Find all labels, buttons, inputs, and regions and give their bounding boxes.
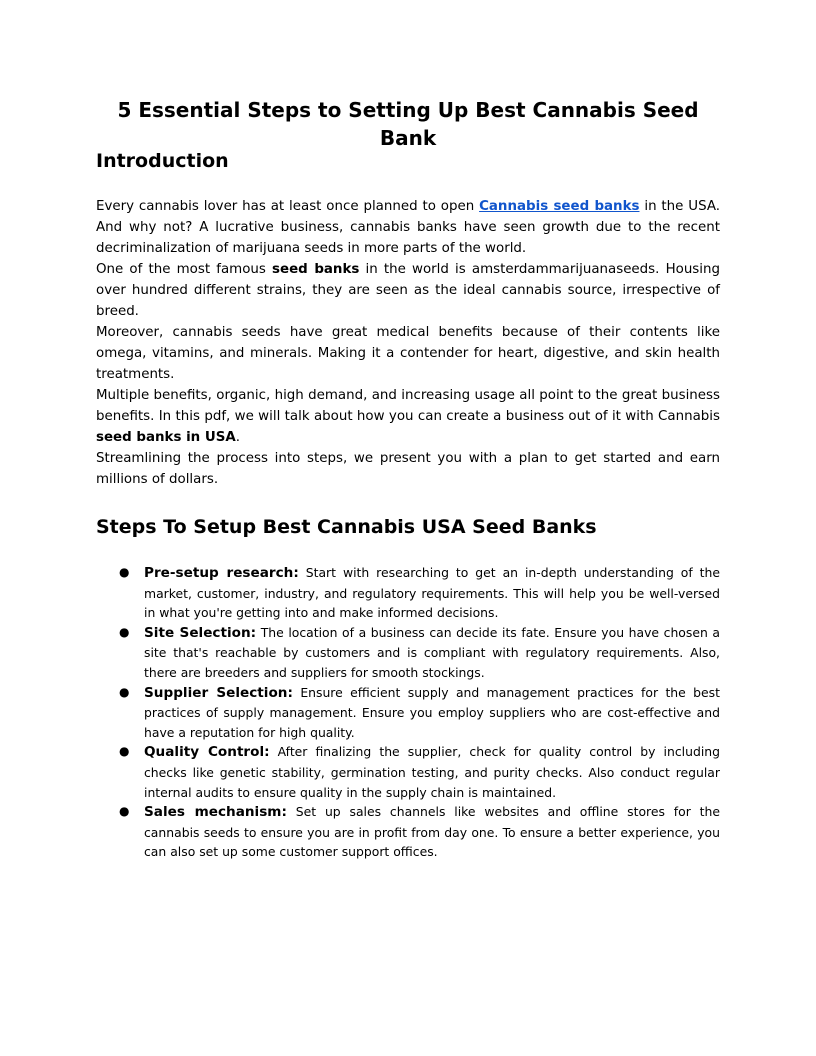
step-title: Sales mechanism: xyxy=(144,804,287,821)
steps-heading: Steps To Setup Best Cannabis USA Seed Banks xyxy=(96,516,597,538)
intro-p2-bold-term: seed banks xyxy=(272,262,360,277)
bullet-icon: ● xyxy=(119,624,130,639)
bullet-icon: ● xyxy=(119,744,130,759)
introduction-heading: Introduction xyxy=(96,150,229,172)
intro-p4-text-start: Multiple benefits, organic, high demand, and increasing usage all point to the great business benefits. In this pdf, we will talk about how you can create a business out of it with Cannabis xyxy=(96,388,720,424)
document-title: 5 Essential Steps to Setting Up Best Cannabis Seed Bank xyxy=(117,98,699,150)
step-title: Quality Control: xyxy=(144,744,270,761)
intro-p1-text-start: Every cannabis lover has at least once planned to open xyxy=(96,199,480,214)
list-item xyxy=(96,742,720,802)
list-item xyxy=(96,802,720,862)
step-text: After finalizing the supplier, check for quality control by including checks like genetic stability, germination testing, and purity checks. Also conduct regular internal audits to ensure quality in the supply chain is maintained. xyxy=(144,744,720,800)
list-item xyxy=(96,623,720,683)
cannabis-seed-banks-link[interactable]: Cannabis seed banks xyxy=(479,199,640,214)
intro-paragraph-3: Moreover, cannabis seeds have great medical benefits because of their contents like omega, vitamins, and minerals. Making it a contender for heart, digestive, and skin health treatments. xyxy=(96,325,720,382)
bullet-icon: ● xyxy=(119,565,130,579)
steps-list xyxy=(96,563,720,862)
intro-p4-text-end: . xyxy=(235,430,241,445)
intro-p4-bold-term: seed banks in USA xyxy=(96,430,236,445)
step-text: Ensure efficient supply and management practices for the best practices of supply management. Ensure you employ suppliers who are cost-effective and have a reputation for high quality. xyxy=(144,684,720,740)
step-title: Site Selection: xyxy=(144,624,257,641)
intro-paragraph-1 xyxy=(96,196,720,259)
bullet-icon: ● xyxy=(119,804,130,819)
step-title: Pre-setup research: xyxy=(144,565,299,581)
step-text: Start with researching to get an in-depth understanding of the market, customer, industry, and regulatory requirements. This will help you be well-versed in what you're getting into and make informed decisions. xyxy=(144,565,721,621)
step-text: Set up sales channels like websites and offline stores for the cannabis seeds to ensure you are in profit from day one. To ensure a better experience, you can also set up some customer support offices. xyxy=(144,804,720,860)
intro-paragraph-5: Streamlining the process into steps, we present you with a plan to get started and earn millions of dollars. xyxy=(96,451,720,487)
intro-p2-text-end: in the world is amsterdammarijuanaseeds. Housing over hundred different strains, they are seen as the ideal cannabis source, irrespective of breed. xyxy=(96,262,720,319)
intro-p2-text-start: One of the most famous xyxy=(96,262,273,277)
list-item xyxy=(96,683,720,743)
intro-p1-text-end: in the USA. And why not? A lucrative business, cannabis banks have seen growth due to the recent decriminalization of marijuana seeds in more parts of the world. xyxy=(96,199,721,256)
intro-paragraph-4 xyxy=(96,385,720,448)
bullet-icon: ● xyxy=(119,684,130,699)
intro-paragraph-2 xyxy=(96,259,720,322)
step-title: Supplier Selection: xyxy=(144,684,293,701)
step-text: The location of a business can decide its fate. Ensure you have chosen a site that's reachable by customers and is compliant with regulatory requirements. Also, there are breeders and suppliers for smooth stockings. xyxy=(144,624,720,680)
list-item xyxy=(96,563,720,623)
introduction-body xyxy=(96,196,720,490)
